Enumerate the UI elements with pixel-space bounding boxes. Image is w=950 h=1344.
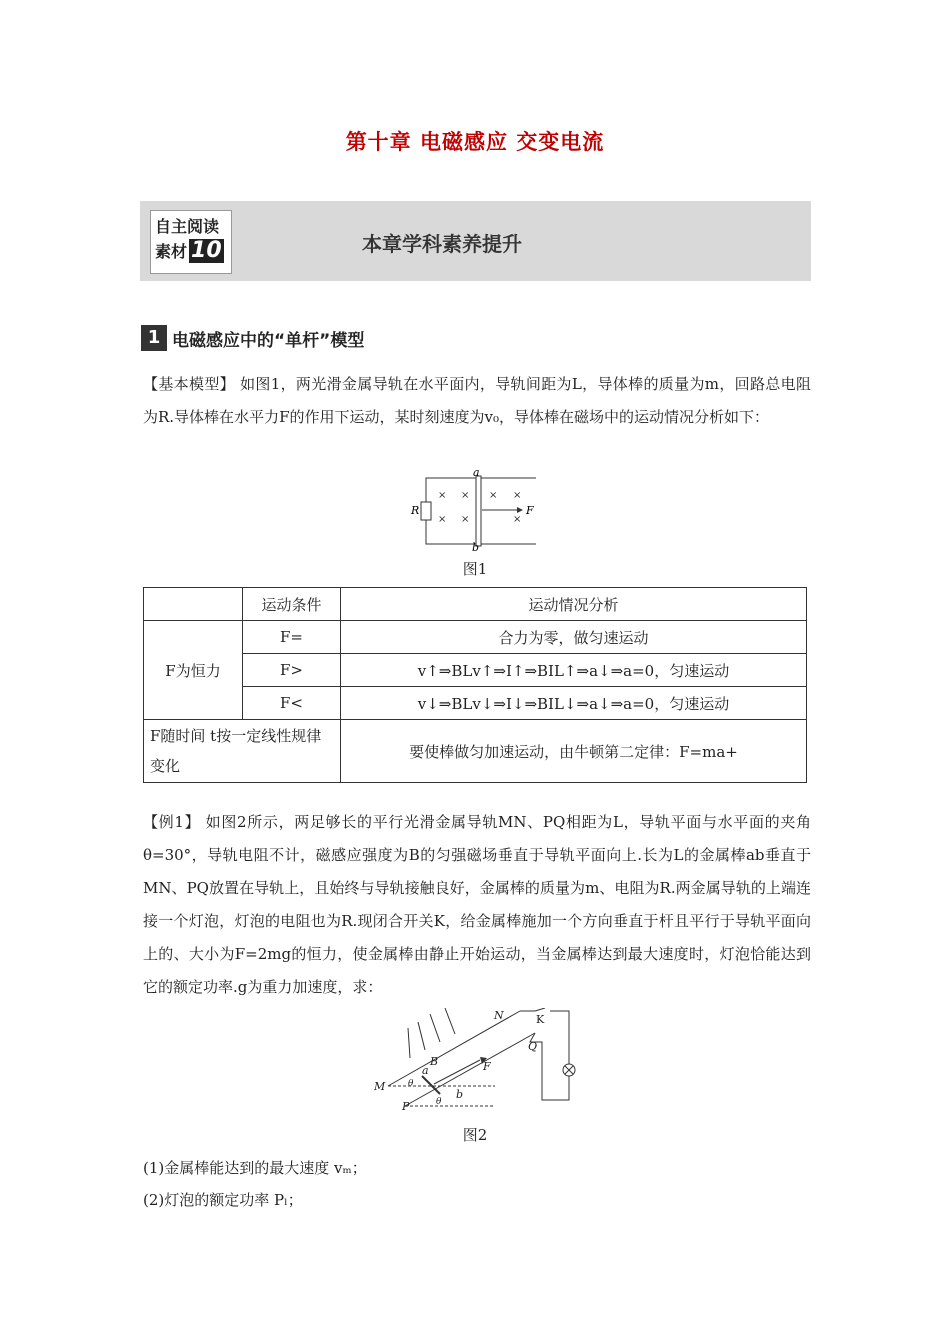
section-number-icon: 1 bbox=[141, 325, 167, 351]
fig1-label-b: b bbox=[472, 541, 480, 552]
analysis-table bbox=[143, 587, 807, 783]
badge-line2: 素材 bbox=[155, 242, 188, 261]
resistor-icon bbox=[421, 502, 431, 520]
header-condition: 运动条件 bbox=[243, 588, 341, 621]
row-result: v↑⇒BLv↑⇒I↑⇒BIL↑⇒a↓⇒a=0，匀速运动 bbox=[341, 654, 807, 687]
fig2-theta-2: θ bbox=[436, 1097, 442, 1107]
svg-text:×: × bbox=[438, 490, 447, 501]
chapter-title: 第十章 电磁感应 交变电流 bbox=[345, 129, 605, 154]
row-condition: F> bbox=[243, 654, 341, 687]
fig1-label-a: a bbox=[473, 470, 480, 479]
row-condition: F= bbox=[243, 621, 341, 654]
fig2-label-N: N bbox=[494, 1009, 504, 1022]
badge-number: 10 bbox=[191, 238, 222, 263]
example-paragraph: 【例1】 如图2所示，两足够长的平行光滑金属导轨MN、PQ相距为L，导轨平面与水平面的夹角 θ=30°，导轨电阻不计，磁感应强度为B的匀强磁场垂直于导轨平面向上.长为L的金属棒ab垂直于MN、PQ放置在导轨上，且始终与导轨接触良好，金属棒的质量为m、电阻为R.两金属导轨的上端连接一个灯泡，灯泡的电阻也为R.现闭合开关K，给金属棒施加一个方向垂直于杆且平行于导轨平面向上的、大小为F=2mg的恒力，使金属棒由静止开始运动，当金属棒达到最大速度时，灯泡恰能达到它的额定功率.g为重力加速度，求： bbox=[143, 813, 811, 996]
figure-2-diagram bbox=[370, 1008, 580, 1120]
header-analysis: 运动情况分析 bbox=[341, 588, 807, 621]
question-2: (2)灯泡的额定功率 Pₗ； bbox=[143, 1191, 303, 1209]
banner-title: 本章学科素养提升 bbox=[362, 232, 522, 256]
question-1: (1)金属棒能达到的最大速度 vₘ； bbox=[143, 1159, 367, 1177]
badge-line1: 自主阅读 bbox=[155, 217, 220, 236]
figure-1-caption: 图1 bbox=[462, 560, 488, 578]
fig2-label-a: a bbox=[422, 1064, 429, 1077]
svg-text:×: × bbox=[489, 490, 498, 501]
svg-text:×: × bbox=[513, 490, 522, 501]
table-row bbox=[144, 720, 807, 783]
svg-text:×: × bbox=[513, 514, 522, 525]
group-label: F为恒力 bbox=[144, 621, 243, 720]
fig1-label-R: R bbox=[411, 504, 420, 517]
figure-1-diagram bbox=[400, 470, 550, 552]
conductor-rod bbox=[476, 476, 481, 546]
row-result: 合力为零，做匀速运动 bbox=[341, 621, 807, 654]
last-result: 要使棒做匀加速运动，由牛顿第二定律：F=ma+ bbox=[341, 720, 807, 783]
fig2-label-M: M bbox=[374, 1080, 386, 1093]
section-title: 电磁感应中的“单杆”模型 bbox=[172, 331, 365, 351]
table-header-row bbox=[144, 588, 807, 621]
basic-model-paragraph: 【基本模型】 如图1，两光滑金属导轨在水平面内，导轨间距为L，导体棒的质量为m，回路总电阻为R.导体棒在水平力F的作用下运动，某时刻速度为v₀，导体棒在磁场中的运动情况分析如下： bbox=[143, 375, 811, 426]
table-row bbox=[144, 621, 807, 654]
fig2-label-F: F bbox=[483, 1060, 491, 1073]
fig2-label-P: P bbox=[402, 1100, 410, 1113]
fig2-label-B: B bbox=[430, 1055, 439, 1068]
svg-text:×: × bbox=[461, 490, 470, 501]
fig1-label-F: F bbox=[526, 504, 534, 517]
figure-2-caption: 图2 bbox=[462, 1126, 488, 1144]
svg-text:×: × bbox=[438, 514, 447, 525]
last-condition: F随时间 t按一定线性规律变化 bbox=[144, 720, 341, 783]
fig2-label-Q: Q bbox=[528, 1040, 538, 1053]
fig2-label-K: K bbox=[536, 1013, 545, 1026]
row-result: v↓⇒BLv↓⇒I↓⇒BIL↓⇒a↓⇒a=0，匀速运动 bbox=[341, 687, 807, 720]
reading-badge bbox=[150, 210, 232, 274]
force-arrow-icon bbox=[517, 507, 523, 513]
fig2-theta-1: θ bbox=[408, 1079, 414, 1089]
fig2-label-b: b bbox=[456, 1088, 464, 1101]
table-row bbox=[144, 687, 807, 720]
row-condition: F< bbox=[243, 687, 341, 720]
table-row bbox=[144, 654, 807, 687]
svg-text:×: × bbox=[461, 514, 470, 525]
